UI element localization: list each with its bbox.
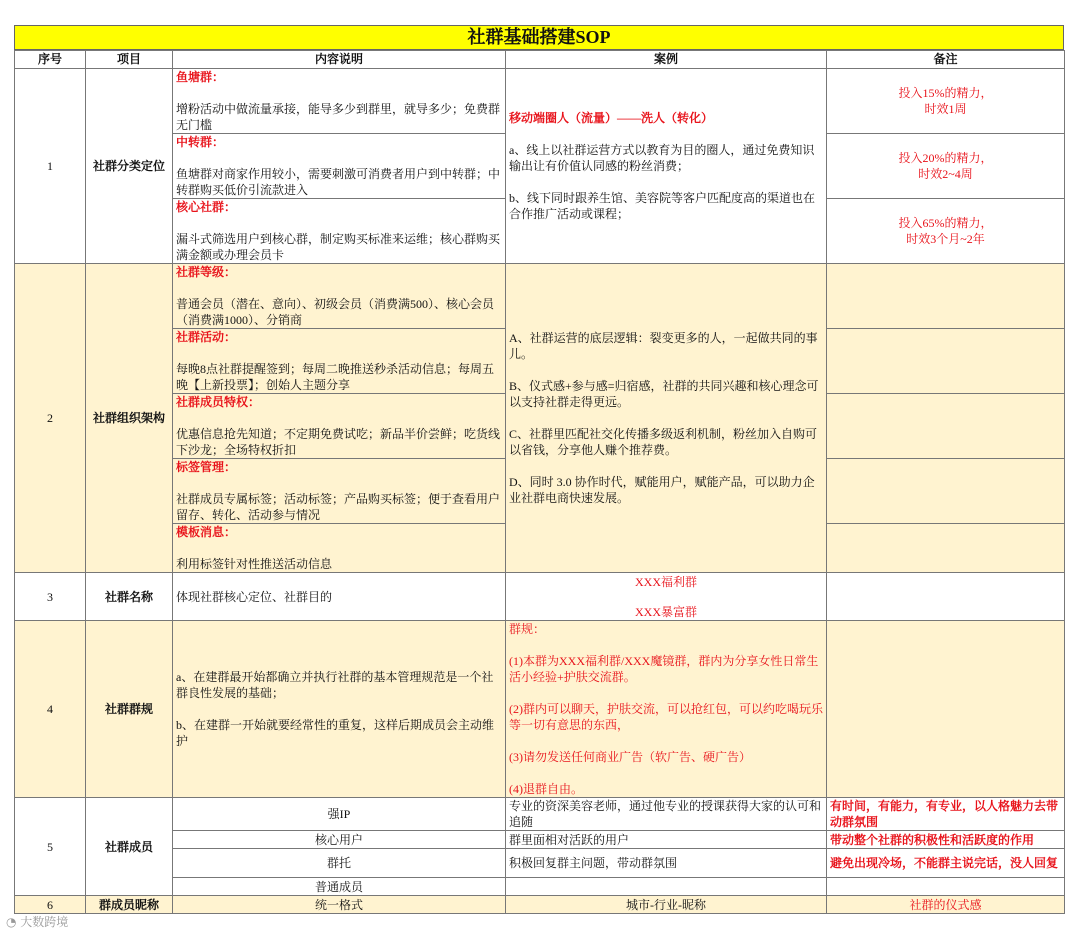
row5-note	[827, 878, 1065, 896]
row3-note	[827, 573, 1065, 621]
row3-case	[506, 573, 827, 621]
note-line: 时效3个月~2年	[906, 232, 985, 246]
row5-case: 专业的资深美容老师，通过他专业的授课获得大家的认可和追随	[506, 798, 827, 831]
case-d: D、同时 3.0 协作时代，赋能用户，赋能产品，可以助力企业社群电商快速发展。	[509, 475, 815, 505]
table-row	[15, 849, 1065, 878]
row5-role: 普通成员	[173, 878, 506, 896]
row1-sub-0	[173, 69, 506, 134]
sheet-title: 社群基础搭建SOP	[14, 25, 1064, 50]
header-case: 案例	[506, 51, 827, 69]
sub-heading: 社群成员特权：	[176, 395, 261, 409]
watermark-icon: ◔	[6, 915, 21, 929]
sub-heading: 鱼塘群：	[176, 70, 225, 84]
case-b: B、仪式感+参与感=归宿感，社群的共同兴趣和核心理念可以支持社群走得更远。	[509, 379, 819, 409]
row4-item: 社群群规	[86, 621, 173, 798]
row2-item: 社群组织架构	[86, 264, 173, 573]
row2-note-4	[827, 524, 1065, 573]
table-row	[15, 69, 1065, 134]
row2-sub-1	[173, 329, 506, 394]
watermark-logo	[6, 915, 1064, 929]
row5-item: 社群成员	[86, 798, 173, 896]
row2-case	[506, 264, 827, 573]
row4-seq: 4	[15, 621, 86, 798]
row6-content: 统一格式	[173, 896, 506, 914]
note-line: 投入20%的精力，	[898, 151, 993, 165]
note-line: 时效1周	[924, 102, 967, 116]
table-row	[15, 621, 1065, 798]
content-b: b、在建群一开始就要经常性的重复，这样后期成员会主动维护	[176, 718, 495, 748]
note-line: 时效2~4周	[918, 167, 973, 181]
table-row	[15, 878, 1065, 896]
row2-sub-4	[173, 524, 506, 573]
table-row	[15, 264, 1065, 329]
row2-sub-3	[173, 459, 506, 524]
sub-text: 漏斗式筛选用户到核心群，制定购买标准来运维；核心群购买满金额或办理会员卡	[176, 232, 501, 262]
sub-text: 优惠信息抢先知道；不定期免费试吃；新品半价尝鲜；吃货线下沙龙；全场特权折扣	[176, 427, 501, 457]
row6-case: 城市-行业-昵称	[506, 896, 827, 914]
group-name: XXX暴富群	[635, 604, 697, 619]
row5-role: 核心用户	[173, 831, 506, 849]
sop-table	[14, 50, 1065, 914]
row5-note: 有时间，有能力，有专业，以人格魅力去带动群氛围	[827, 798, 1065, 831]
row6-note: 社群的仪式感	[827, 896, 1065, 914]
sub-heading: 标签管理：	[176, 460, 237, 474]
row6-item: 群成员昵称	[86, 896, 173, 914]
rule-2: (2)群内可以聊天，护肤交流，可以抢红包，可以约吃喝玩乐等一切有意思的东西，	[509, 702, 823, 732]
row5-seq: 5	[15, 798, 86, 896]
table-row	[15, 798, 1065, 831]
sop-sheet	[6, 25, 1064, 929]
case-a: a、线上以社群运营方式以教育为目的圈人，通过免费知识输出让有价值认同感的粉丝消费；	[509, 143, 815, 173]
sub-text: 每晚8点社群提醒签到；每周二晚推送秒杀活动信息；每周五晚【上新投票】；创始人主题分享	[176, 362, 495, 392]
sub-text: 普通会员（潜在、意向）、初级会员（消费满500）、核心会员（消费满1000）、分销商	[176, 297, 495, 327]
row1-sub-1	[173, 134, 506, 199]
table-row	[15, 896, 1065, 914]
row5-case	[506, 878, 827, 896]
row1-sub-2	[173, 199, 506, 264]
header-row	[15, 51, 1065, 69]
row2-note-1	[827, 329, 1065, 394]
header-seq: 序号	[15, 51, 86, 69]
sub-text: 增粉活动中做流量承接，能导多少到群里，就导多少；免费群无门槛	[176, 102, 501, 132]
row3-item: 社群名称	[86, 573, 173, 621]
sub-heading: 模板消息：	[176, 525, 237, 539]
note-line: 投入15%的精力，	[898, 86, 993, 100]
row1-seq: 1	[15, 69, 86, 264]
header-note: 备注	[827, 51, 1065, 69]
rules-heading: 群规：	[509, 622, 546, 636]
case-a: A、社群运营的底层逻辑：裂变更多的人，一起做共同的事儿。	[509, 331, 818, 361]
watermark-text: 大数跨境	[20, 915, 69, 929]
row1-note-2	[827, 199, 1065, 264]
header-item: 项目	[86, 51, 173, 69]
table-row	[15, 831, 1065, 849]
row5-note: 避免出现冷场，不能群主说完话，没人回复	[827, 849, 1065, 878]
content-a: a、在建群最开始都确立并执行社群的基本管理规范是一个社群良性发展的基础；	[176, 670, 494, 700]
row5-note: 带动整个社群的积极性和活跃度的作用	[827, 831, 1065, 849]
rule-1: (1)本群为XXX福利群/XXX魔镜群，群内为分享女性日常生活小经验+护肤交流群。	[509, 654, 819, 684]
sub-heading: 社群活动：	[176, 330, 237, 344]
note-line: 投入65%的精力，	[898, 216, 993, 230]
rule-3: (3)请勿发送任何商业广告（软广告、硬广告）	[509, 750, 751, 764]
case-heading: 移动端圈人（流量）——洗人（转化）	[509, 111, 714, 125]
case-c: C、社群里匹配社交化传播多级返利机制，粉丝加入自购可以省钱，分享他人赚个推荐费。	[509, 427, 818, 457]
header-content: 内容说明	[173, 51, 506, 69]
table-row	[15, 573, 1065, 621]
row1-note-0	[827, 69, 1065, 134]
group-name: XXX福利群	[635, 574, 697, 589]
row3-content: 体现社群核心定位、社群目的	[173, 573, 506, 621]
row5-role: 群托	[173, 849, 506, 878]
rule-4: (4)退群自由。	[509, 782, 583, 796]
row2-note-3	[827, 459, 1065, 524]
row4-case	[506, 621, 827, 798]
row2-sub-0	[173, 264, 506, 329]
row5-case: 群里面相对活跃的用户	[506, 831, 827, 849]
sub-text: 社群成员专属标签；活动标签；产品购买标签；便于查看用户留存、转化、活动参与情况	[176, 492, 501, 522]
sub-heading: 核心社群：	[176, 200, 237, 214]
row2-note-0	[827, 264, 1065, 329]
sub-text: 利用标签针对性推送活动信息	[176, 557, 333, 571]
case-b: b、线下同时跟养生馆、美容院等客户匹配度高的渠道也在合作推广活动或课程；	[509, 191, 816, 221]
row1-case	[506, 69, 827, 264]
sub-text: 鱼塘群对商家作用较小，需要刺激可消费者用户到中转群；中转群购买低价引流款进入	[176, 167, 501, 197]
row4-note	[827, 621, 1065, 798]
sub-heading: 社群等级：	[176, 265, 237, 279]
row1-item: 社群分类定位	[86, 69, 173, 264]
row2-sub-2	[173, 394, 506, 459]
row3-seq: 3	[15, 573, 86, 621]
row6-seq: 6	[15, 896, 86, 914]
row2-seq: 2	[15, 264, 86, 573]
sub-heading: 中转群：	[176, 135, 225, 149]
row4-content	[173, 621, 506, 798]
row1-note-1	[827, 134, 1065, 199]
row5-case: 积极回复群主问题，带动群氛围	[506, 849, 827, 878]
row2-note-2	[827, 394, 1065, 459]
row5-role: 强IP	[173, 798, 506, 831]
